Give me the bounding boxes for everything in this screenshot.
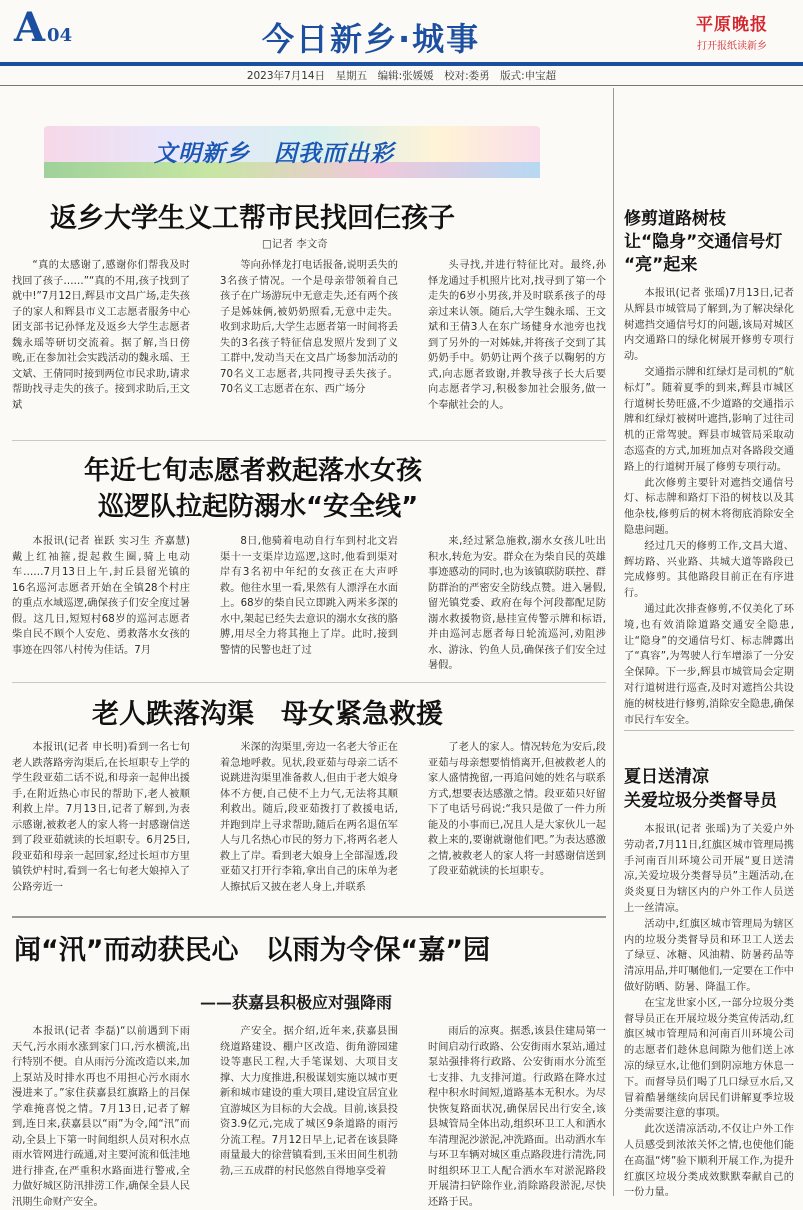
page-digits: 04: [47, 25, 73, 46]
article1-column: “真的太感谢了,感谢你们帮我及时找回了孩子……”“真的不用,孩子找到了就中!”7月12日,辉县市文昌广场,走失孩子的家人和辉县市义工志愿者服务中心团支部书记孙怿龙及返乡大学生志愿者魏永瑶等研切交流着。据了解,当日傍晚,正在参加社会实践活动的魏永瑶、王文斌、王倩同时接到两位市民求助,请求帮助找寻走失的孩子。接到求助后,王文斌: [12, 260, 190, 411]
masthead-rule: [0, 62, 803, 66]
logo-slogan: 打开报纸读新乡: [697, 41, 767, 52]
article2-headline-line1: 年近七旬志愿者救起落水女孩: [84, 456, 423, 486]
column-divider: [613, 88, 614, 1196]
article2-headline-line2: 巡逻队拉起防溺水“安全线”: [98, 492, 419, 522]
page-letter: A: [14, 4, 46, 51]
sidebar2-body: [624, 822, 794, 1199]
article2-column: 来,经过紧急施救,溺水女孩儿吐出积水,转危为安。群众在为柴自民的英雄事迹感动的同时,也为该镇联防联控、群防群治的严密安全防线点赞。进入暑假,留光镇党委、政府在每个河段都配足防溺水救援物资,悬挂宣传警示牌和标语,并由巡河志愿者每日轮流巡河,劝阻涉水、游泳、钓鱼人员,确保孩子们安全过暑假。: [428, 536, 606, 671]
article3-body: [12, 740, 606, 906]
article4-column: 雨后的凉爽。据悉,该县住建局第一时间启动行政路、公安街雨水泵站,通过泵站强排将行政路、公安街雨水分流至七支排、九支排河道。行政路在降水过程中积水时间短,道路基本无积水。为尽快恢复路面状况,确保居民出行安全,该县城管局全体出动,组织环卫工人和洒水车清理泥沙淤泥,冲洗路面。出动洒水车与环卫车辆对城区重点路段进行清洗,同时组织环卫工人配合洒水车对淤泥路段开展清扫铲除作业,消除路段淤泥,尽快还路于民。: [428, 1026, 606, 1208]
paragraph: 此次送清凉活动,不仅让户外工作人员感受到浓浓关怀之情,也使他们能在高温“烤”验下顺利开展工作,为提升红旗区垃圾分类成效默默奉献自己的一份力量。: [624, 1124, 794, 1199]
civility-banner: [44, 126, 540, 178]
article2-column: 本报讯(记者 崔跃 实习生 齐嘉慧)戴上红袖箍,提起救生圈,骑上电动车……7月13日上午,封丘县留光镇的16名巡河志愿者开始在全镇28个村庄的重点水域巡逻,确保孩子们安全度过暑假。这几日,短短村68岁的巡河志愿者柴自民不顾个人安危、勇救落水女孩的事迹在四邻八村传为佳话。7月: [12, 536, 190, 656]
sidebar1-headline-line3: “亮”起来: [624, 255, 698, 275]
article1-column: 等向孙怿龙打电话报备,说明丢失的3名孩子情况。一个是母亲带领着自己孩子在广场游玩中无意走失,还有两个孩子是姊妹俩,被奶奶照看,无意中走失。收到求助后,大学生志愿者第一时间将丢失的3名孩子特征信息发照片发到了义工群中,发动当天在文昌广场参加活动的70名义工志愿者,共同搜寻丢失孩子。70名义工志愿者在东、西广场分: [220, 260, 398, 395]
sidebar-separator: [624, 730, 794, 731]
masthead: [0, 0, 803, 64]
sidebar2-headline-line1: 夏日送清凉: [624, 767, 709, 787]
sidebar1-body: [624, 286, 794, 726]
article1-headline: 返乡大学生义工帮市民找回仨孩子: [50, 203, 455, 234]
paragraph: 此次修剪主要针对遮挡交通信号灯、标志牌和路灯下沿的树枝以及其他杂枝,修剪后的树木将彻底消除安全隐患问题。: [624, 477, 794, 536]
sidebar2-headline-line2: 关爱垃圾分类督导员: [624, 791, 777, 811]
article4-headline: 闻“汛”而动获民心 以雨为令保“嘉”园: [14, 935, 490, 966]
article2-body: [12, 534, 606, 676]
article4-column: 产安全。据介绍,近年来,获嘉县围绕道路建设、棚户区改造、街角游园建设等惠民工程,大手笔谋划、大项目支撑、大力度推进,积极谋划实施以城市更新和城市建设的重大项目,建设宜居宜业宜游城区为目标的大会战。目前,该县投资3.9亿元,完成了城区9条道路的雨污分流工程。7月12日早上,记者在该县降雨量最大的徐营镇看到,玉米田间生机勃勃,三五成群的村民悠然自得地享受着: [220, 1026, 398, 1177]
page-number: [14, 6, 72, 50]
paragraph: 本报讯(记者 张瑶)7月13日,记者从辉县市城管局了解到,为了解决绿化树遮挡交通信号灯的问题,该局对城区内交通路口的绿化树展开修剪专项行动。: [624, 288, 794, 363]
paragraph: 在宝龙世家小区,一部分垃圾分类督导员正在开展垃圾分类宣传活动,红旗区城市管理局和河南百川环境公司的志愿者们趁休息间隙为他们送上冰凉的绿豆水,让他们到阴凉地方休息一下。而督导员们喝了几口绿豆水后,又冒着酷暑继续向居民们讲解夏季垃圾分类需要注意的事项。: [624, 997, 794, 1120]
article4-column: 本报讯(记者 李磊)“以前遇到下雨天气,污水雨水涨到家门口,污水横流,出行特别不便。自从雨污分流改造以来,加上泵站及时排水再也不用担心污水雨水漫进来了。”家住获嘉县红旗路上的吕保学难掩喜悦之情。7月13日,记者了解到,连日来,获嘉县以“雨”为令,闻“汛”而动,全县上下第一时间组织人员对积水点雨水管网进行疏通,对主要河流和低洼地进行排查,在严重积水路面进行警戒,全力做好城区防汛排涝工作,确保全县人民汛期生命财产安全。: [12, 1026, 190, 1208]
newspaper-logo: [674, 10, 790, 52]
sidebar1-headline-line1: 修剪道路树枝: [624, 209, 726, 229]
banner-text: 文明新乡 因我而出彩: [154, 141, 394, 167]
article2-column: 8日,他骑着电动自行车到村北文岩渠十一支渠岸边巡逻,这时,他看到渠对岸有3名初中年纪的女孩正在大声呼救。他往水里一看,果然有人漂浮在水面上。68岁的柴自民立即跳入两米多深的水中,架起已经失去意识的溺水女孩的胳膊,用尽全力将其拖上了岸。此时,接到警情的民警也赶了过: [220, 536, 398, 656]
article-separator: [12, 440, 606, 441]
meta-rule: [0, 85, 803, 86]
article-separator: [12, 682, 606, 683]
paragraph: 通过此次排查修剪,不仅美化了环境,也有效消除道路交通安全隐患,让“隐身”的交通信号灯、标志牌露出了“真容”,为驾驶人行车增添了一分安全保障。下一步,辉县市城管局会定期对行道树进行巡查,及时对遮挡公共设施的树枝进行修剪,消除安全隐患,确保市民行车安全。: [624, 603, 794, 726]
section-title: 今日新乡·城事: [262, 20, 481, 58]
paragraph: 经过几天的修剪工作,文昌大道、辉坊路、兴业路、共城大道等路段已完成修剪。其他路段目前正在有序进行。: [624, 540, 794, 600]
article3-column: 了老人的家人。情况转危为安后,段亚茹与母亲想要悄悄离开,但被救老人的家人盛情挽留,一再追问她的姓名与联系方式,想要表达感激之情。段亚茹只好留下了电话号码说:“我只是做了一件力所能及的小事而已,况且人是大家伙儿一起救上来的,要谢就谢他们吧。”为表达感激之情,被救老人的家人将一封感谢信送到了段亚茹就读的长垣职专。: [428, 742, 606, 877]
paragraph: 本报讯(记者 张瑶)为了关爱户外劳动者,7月11日,红旗区城市管理局携手河南百川环境公司开展“夏日送清凉,关爱垃圾分类督导员”主题活动,在炎炎夏日为辖区内的户外工作人员送上一丝清凉。: [624, 824, 794, 914]
article3-headline: 老人跌落沟渠 母女紧急救援: [92, 699, 443, 730]
article4-subheadline: ——获嘉县积极应对强降雨: [200, 993, 393, 1012]
paragraph: 交通指示牌和红绿灯是司机的“航标灯”。随着夏季的到来,辉县市城区行道树长势旺盛,不少道路的交通指示牌和红绿灯被树叶遮挡,影响了过往司机的正常驾驶。辉县市城管局采取动态巡查的方式,加班加点对各路段交通路上的行道树开展了修剪专项行动。: [624, 366, 794, 473]
logo-title: 平原晚报: [696, 15, 768, 35]
sidebar1-headline-line2: 让“隐身”交通信号灯: [624, 232, 783, 252]
article1-body: [12, 258, 606, 434]
paragraph: 活动中,红旗区城市管理局为辖区内的垃圾分类督导员和环卫工人送去了绿豆、冰糖、风油精、防暑药品等清凉用品,并叮嘱他们,一定要在工作中做好防晒、防暑、降温工作。: [624, 918, 794, 993]
article1-column: 头寻找,并进行特征比对。最终,孙怿龙通过手机照片比对,找寻到了第一个走失的6岁小男孩,并及时联系孩子的母亲过来认领。随后,大学生魏永瑶、王文斌和王倩3人在东广场健身水池旁也找到了另外的一对姊妹,并将孩子交到了其奶奶手中。奶奶让两个孩子以鞠躬的方式,向志愿者致谢,并教导孩子长大后要向志愿者学习,积极参加社会服务,做一个奉献社会的人。: [428, 260, 606, 411]
article3-column: 本报讯(记者 申长明)看到一名七旬老人跌落路旁沟渠后,在长垣职专上学的学生段亚茹二话不说,和母亲一起伸出援手,在附近热心市民的帮助下,老人被顺利救上岸。7月13日,记者了解到,为表示感谢,被救老人的家人将一封感谢信送到了段亚茹就读的长垣职专。6月25日,段亚茹和母亲一起回家,经过长垣市方里镇铁炉村时,看到一名七旬老大娘掉入了公路旁近一: [12, 742, 190, 893]
issue-meta: 2023年7月14日 星期五 编辑:张媛媛 校对:娄勇 版式:申宝超: [246, 70, 557, 82]
article-separator: [12, 916, 606, 918]
article1-byline: □记者 李文奇: [262, 238, 328, 250]
article3-column: 米深的沟渠里,旁边一名老大爷正在着急地呼救。见状,段亚茹与母亲二话不说跳进沟渠里准备救人,但由于老大娘身体不方便,自己使不上力气,无法将其顺利救出。随后,段亚茹拨打了救援电话,并跑到岸上寻求帮助,随后在两名退伍军人与几名热心市民的努力下,将两名老人救上了岸。看到老大娘身上全部湿透,段亚茹又打开行李箱,拿出自己的床单为老人擦拭后又披在老人身上,并联系: [220, 742, 398, 893]
article4-body: [12, 1024, 606, 1208]
